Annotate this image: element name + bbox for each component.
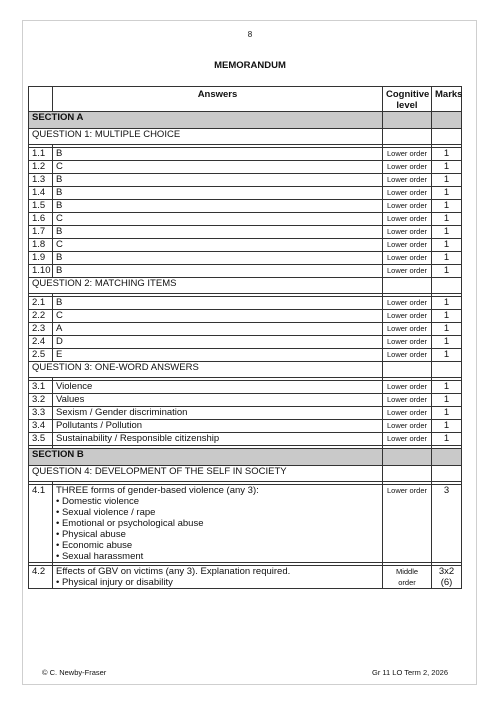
answer-row [29,226,462,239]
answer-row [29,252,462,265]
q3-header-row [29,362,462,378]
marks-value: 1 [432,407,462,420]
question-number: 2.4 [29,336,53,349]
q4-1-answer [53,485,383,563]
answer-text: C [53,161,383,174]
marks-value: 1 [432,187,462,200]
q4-title: QUESTION 4: DEVELOPMENT OF THE SELF IN SOCIETY [29,466,383,482]
q4-2-row [29,566,462,589]
cognitive-level: Lower order [383,200,432,213]
q3-title: QUESTION 3: ONE-WORD ANSWERS [29,362,383,378]
marks-value: 1 [432,213,462,226]
q4-2-marks [432,566,462,589]
q4-2-marks-line2: (6) [440,577,453,588]
marks-value: 1 [432,148,462,161]
q4-1-marks: 3 [432,485,462,563]
question-number: 1.5 [29,200,53,213]
question-number: 1.7 [29,226,53,239]
question-number: 2.5 [29,349,53,362]
question-number: 1.4 [29,187,53,200]
marks-value: 1 [432,323,462,336]
answer-text: Violence [53,381,383,394]
marks-value: 1 [432,161,462,174]
question-number: 1.10 [29,265,53,278]
answer-text: D [53,336,383,349]
cognitive-level: Lower order [383,187,432,200]
answer-text: B [53,187,383,200]
cognitive-level: Lower order [383,174,432,187]
marks-value: 1 [432,200,462,213]
answer-text: B [53,252,383,265]
q4-2-num: 4.2 [29,566,53,589]
question-number: 1.6 [29,213,53,226]
answer-text: Sustainability / Responsible citizenship [53,433,383,446]
answer-row [29,297,462,310]
answer-row [29,310,462,323]
answer-text: C [53,213,383,226]
marks-value: 1 [432,336,462,349]
question-number: 1.8 [29,239,53,252]
answer-row [29,200,462,213]
cognitive-level: Lower order [383,323,432,336]
answer-text: B [53,148,383,161]
question-number: 3.3 [29,407,53,420]
cognitive-level: Lower order [383,148,432,161]
marks-value: 1 [432,433,462,446]
answer-text: B [53,226,383,239]
cognitive-level: Lower order [383,407,432,420]
cognitive-level: Lower order [383,297,432,310]
q4-1-bullet: • Sexual harassment [56,551,144,562]
q4-2-intro: Effects of GBV on victims (any 3). Explanation required. [56,566,291,577]
section-a-row [29,112,462,129]
answer-row [29,420,462,433]
question-number: 2.1 [29,297,53,310]
cognitive-level: Lower order [383,381,432,394]
answer-text: C [53,310,383,323]
answer-text: B [53,174,383,187]
answer-text: B [53,297,383,310]
answer-row [29,433,462,446]
cognitive-level: Lower order [383,433,432,446]
answer-row [29,148,462,161]
q4-2-marks-line1: 3x2 [438,566,455,577]
q3-rows [29,381,462,446]
marks-value: 1 [432,226,462,239]
answer-text: E [53,349,383,362]
answer-row [29,239,462,252]
cognitive-level: Lower order [383,336,432,349]
page-number: 8 [247,30,253,39]
q2-header-row [29,278,462,294]
cognitive-level: Lower order [383,349,432,362]
q4-1-intro: THREE forms of gender-based violence (any 3): [56,485,259,496]
answer-row [29,174,462,187]
answer-row [29,349,462,362]
marks-value: 1 [432,252,462,265]
answer-row [29,323,462,336]
question-number: 3.5 [29,433,53,446]
cognitive-level: Lower order [383,213,432,226]
question-number: 1.2 [29,161,53,174]
answer-row [29,265,462,278]
memorandum-table [28,86,462,589]
marks-value: 1 [432,394,462,407]
cognitive-level: Lower order [383,252,432,265]
footer-copyright: © C. Newby-Fraser [42,668,107,677]
q4-1-bullet: • Emotional or psychological abuse [56,518,204,529]
answer-row [29,213,462,226]
question-number: 1.3 [29,174,53,187]
header-marks: Marks [432,87,462,112]
cognitive-level: Lower order [383,226,432,239]
section-a-label: SECTION A [29,112,383,129]
q4-1-bullet: • Sexual violence / rape [56,507,156,518]
q4-1-num: 4.1 [29,485,53,563]
cognitive-level: Lower order [383,420,432,433]
answer-row [29,161,462,174]
answer-text: C [53,239,383,252]
question-number: 1.9 [29,252,53,265]
q4-2-level-line2: order [398,578,416,587]
q2-rows [29,297,462,362]
marks-value: 1 [432,239,462,252]
answer-text: Pollutants / Pollution [53,420,383,433]
q4-1-bullet: • Domestic violence [56,496,140,507]
q4-1-level: Lower order [383,485,432,563]
q4-2-level [383,566,432,589]
question-number: 2.2 [29,310,53,323]
q4-1-bullet: • Economic abuse [56,540,133,551]
answer-text: B [53,265,383,278]
answer-text: A [53,323,383,336]
answer-row [29,336,462,349]
answer-text: Sexism / Gender discrimination [53,407,383,420]
cognitive-level: Lower order [383,394,432,407]
answer-text: B [53,200,383,213]
marks-value: 1 [432,174,462,187]
answer-row [29,407,462,420]
footer-course: Gr 11 LO Term 2, 2026 [371,668,448,677]
marks-value: 1 [432,349,462,362]
marks-value: 1 [432,297,462,310]
cognitive-level: Lower order [383,161,432,174]
header-num [29,87,53,112]
section-b-label: SECTION B [29,449,383,466]
q1-rows [29,148,462,278]
question-number: 2.3 [29,323,53,336]
answer-text: Values [53,394,383,407]
q4-2-level-line1: Middle [395,567,419,576]
header-level: Cognitive level [383,87,432,112]
answer-row [29,381,462,394]
q1-title: QUESTION 1: MULTIPLE CHOICE [29,129,383,145]
cognitive-level: Lower order [383,265,432,278]
q4-1-row [29,485,462,563]
cognitive-level: Lower order [383,239,432,252]
cognitive-level: Lower order [383,310,432,323]
q4-2-answer [53,566,383,589]
answer-row [29,394,462,407]
marks-value: 1 [432,420,462,433]
marks-value: 1 [432,265,462,278]
q2-title: QUESTION 2: MATCHING ITEMS [29,278,383,294]
question-number: 3.2 [29,394,53,407]
header-answers: Answers [53,87,383,112]
q1-header-row [29,129,462,145]
question-number: 3.4 [29,420,53,433]
marks-value: 1 [432,310,462,323]
page-title: MEMORANDUM [214,60,286,71]
answer-row [29,187,462,200]
marks-value: 1 [432,381,462,394]
question-number: 3.1 [29,381,53,394]
q4-2-bullet: • Physical injury or disability [56,577,173,588]
q4-1-bullet: • Physical abuse [56,529,126,540]
question-number: 1.1 [29,148,53,161]
header-row [29,87,462,112]
section-b-row [29,449,462,466]
q4-header-row [29,466,462,482]
